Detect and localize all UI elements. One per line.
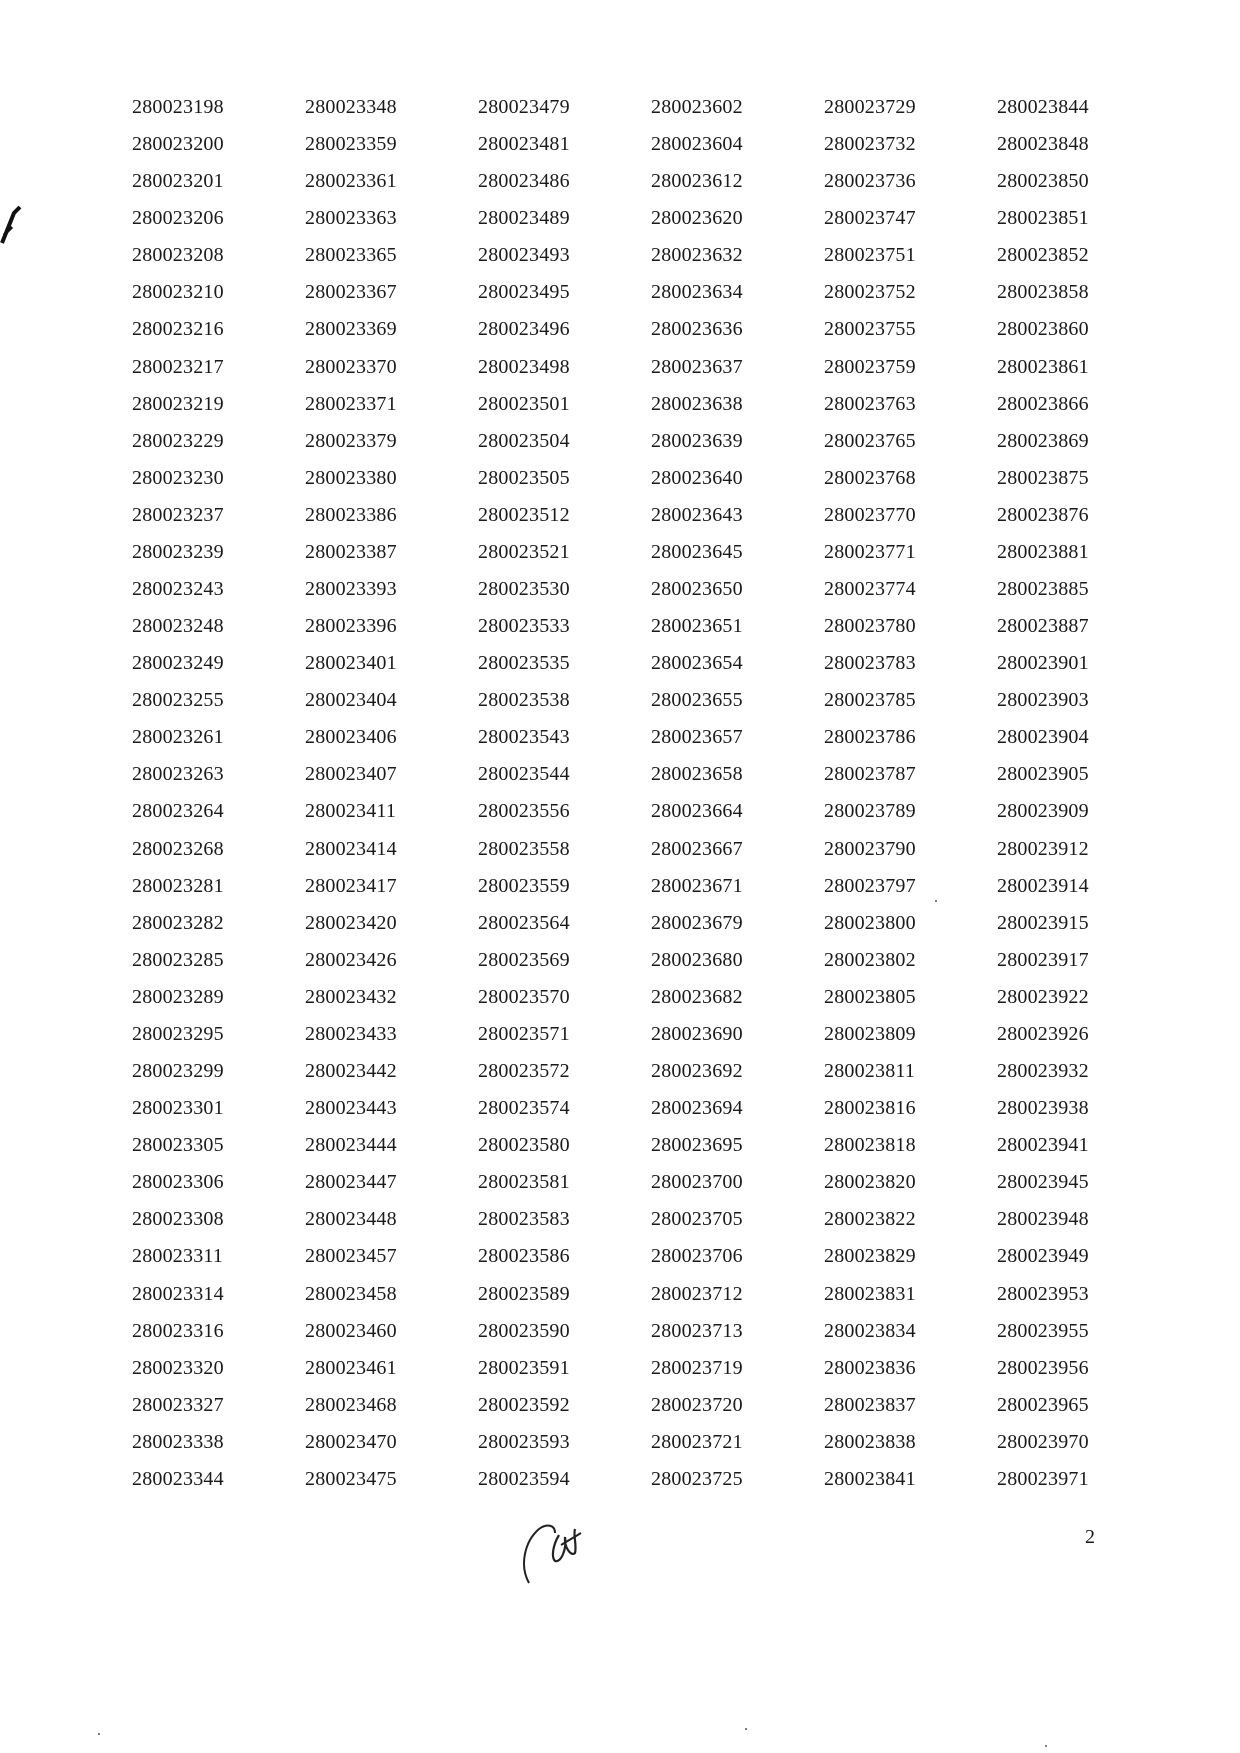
registration-number: 280023713	[651, 1319, 743, 1342]
registration-number: 280023658	[651, 763, 743, 786]
registration-number: 280023643	[651, 503, 743, 526]
registration-number: 280023719	[651, 1356, 743, 1379]
registration-number: 280023650	[651, 578, 743, 601]
registration-number: 280023306	[132, 1171, 224, 1194]
registration-number: 280023945	[997, 1171, 1089, 1194]
registration-number: 280023305	[132, 1134, 224, 1157]
registration-number: 280023475	[305, 1467, 397, 1490]
registration-number: 280023841	[824, 1467, 916, 1490]
registration-number: 280023243	[132, 578, 224, 601]
number-column	[132, 92, 305, 1501]
registration-number: 280023712	[651, 1282, 743, 1305]
registration-number: 280023314	[132, 1282, 224, 1305]
registration-number: 280023695	[651, 1134, 743, 1157]
registration-number: 280023953	[997, 1282, 1089, 1305]
registration-number: 280023401	[305, 652, 397, 675]
registration-number: 280023556	[478, 800, 570, 823]
registration-number: 280023468	[305, 1393, 397, 1416]
registration-number: 280023645	[651, 540, 743, 563]
registration-number: 280023426	[305, 948, 397, 971]
registration-number: 280023763	[824, 392, 916, 415]
registration-number: 280023206	[132, 207, 224, 230]
registration-number: 280023705	[651, 1208, 743, 1231]
registration-number: 280023248	[132, 615, 224, 638]
registration-number: 280023692	[651, 1060, 743, 1083]
registration-number: 280023543	[478, 726, 570, 749]
registration-number: 280023264	[132, 800, 224, 823]
registration-number: 280023725	[651, 1467, 743, 1490]
registration-number: 280023208	[132, 244, 224, 267]
registration-number: 280023558	[478, 837, 570, 860]
registration-number: 280023802	[824, 948, 916, 971]
registration-number: 280023201	[132, 170, 224, 193]
registration-number: 280023255	[132, 689, 224, 712]
registration-number: 280023729	[824, 96, 916, 118]
registration-number: 280023444	[305, 1134, 397, 1157]
registration-number: 280023533	[478, 615, 570, 638]
registration-number: 280023752	[824, 281, 916, 304]
registration-number: 280023655	[651, 689, 743, 712]
registration-number: 280023458	[305, 1282, 397, 1305]
registration-number: 280023875	[997, 466, 1089, 489]
registration-number: 280023861	[997, 355, 1089, 378]
registration-number: 280023602	[651, 96, 743, 118]
registration-number: 280023230	[132, 466, 224, 489]
registration-number: 280023417	[305, 874, 397, 897]
registration-number: 280023632	[651, 244, 743, 267]
registration-number: 280023706	[651, 1245, 743, 1268]
registration-number: 280023521	[478, 540, 570, 563]
registration-number: 280023365	[305, 244, 397, 267]
registration-number: 280023783	[824, 652, 916, 675]
number-column	[651, 92, 824, 1501]
registration-number: 280023852	[997, 244, 1089, 267]
registration-number: 280023379	[305, 429, 397, 452]
registration-number: 280023751	[824, 244, 916, 267]
registration-number: 280023858	[997, 281, 1089, 304]
registration-number: 280023570	[478, 985, 570, 1008]
registration-number: 280023636	[651, 318, 743, 341]
registration-number: 280023667	[651, 837, 743, 860]
registration-number: 280023281	[132, 874, 224, 897]
registration-number: 280023639	[651, 429, 743, 452]
registration-number: 280023327	[132, 1393, 224, 1416]
registration-number: 280023282	[132, 911, 224, 934]
registration-number: 280023651	[651, 615, 743, 638]
registration-number: 280023564	[478, 911, 570, 934]
registration-number: 280023800	[824, 911, 916, 934]
registration-number: 280023866	[997, 392, 1089, 415]
registration-number: 280023589	[478, 1282, 570, 1305]
number-column	[305, 92, 478, 1501]
registration-number: 280023371	[305, 392, 397, 415]
registration-number: 280023344	[132, 1467, 224, 1490]
registration-number: 280023406	[305, 726, 397, 749]
registration-number: 280023970	[997, 1430, 1089, 1453]
registration-number: 280023538	[478, 689, 570, 712]
registration-number: 280023885	[997, 578, 1089, 601]
registration-number: 280023638	[651, 392, 743, 415]
scan-speck	[935, 900, 937, 902]
registration-number: 280023239	[132, 540, 224, 563]
registration-number: 280023299	[132, 1060, 224, 1083]
registration-number: 280023637	[651, 355, 743, 378]
registration-number: 280023369	[305, 318, 397, 341]
registration-number: 280023922	[997, 985, 1089, 1008]
registration-number: 280023505	[478, 466, 570, 489]
registration-number: 280023370	[305, 355, 397, 378]
registration-number: 280023955	[997, 1319, 1089, 1342]
registration-number: 280023887	[997, 615, 1089, 638]
registration-number: 280023941	[997, 1134, 1089, 1157]
registration-number: 280023926	[997, 1022, 1089, 1045]
registration-number: 280023316	[132, 1319, 224, 1342]
registration-number: 280023216	[132, 318, 224, 341]
registration-number: 280023759	[824, 355, 916, 378]
registration-number: 280023393	[305, 578, 397, 601]
registration-number: 280023774	[824, 578, 916, 601]
registration-number: 280023249	[132, 652, 224, 675]
registration-number: 280023736	[824, 170, 916, 193]
registration-number: 280023682	[651, 985, 743, 1008]
edge-tick-mark	[0, 205, 22, 245]
registration-number: 280023363	[305, 207, 397, 230]
registration-number: 280023850	[997, 170, 1089, 193]
registration-number: 280023690	[651, 1022, 743, 1045]
registration-number: 280023295	[132, 1022, 224, 1045]
registration-number: 280023261	[132, 726, 224, 749]
scan-speck	[745, 1728, 747, 1730]
registration-number: 280023904	[997, 726, 1089, 749]
registration-number: 280023386	[305, 503, 397, 526]
scan-speck	[1045, 1745, 1047, 1747]
registration-number: 280023512	[478, 503, 570, 526]
registration-number: 280023640	[651, 466, 743, 489]
registration-number: 280023770	[824, 503, 916, 526]
registration-number: 280023834	[824, 1319, 916, 1342]
registration-number: 280023571	[478, 1022, 570, 1045]
registration-number: 280023581	[478, 1171, 570, 1194]
registration-number: 280023486	[478, 170, 570, 193]
registration-number: 280023387	[305, 540, 397, 563]
registration-number: 280023848	[997, 133, 1089, 156]
registration-number: 280023860	[997, 318, 1089, 341]
registration-number: 280023917	[997, 948, 1089, 971]
registration-number: 280023210	[132, 281, 224, 304]
registration-number: 280023765	[824, 429, 916, 452]
registration-number: 280023820	[824, 1171, 916, 1194]
registration-number: 280023771	[824, 540, 916, 563]
registration-number: 280023590	[478, 1319, 570, 1342]
registration-number: 280023380	[305, 466, 397, 489]
registration-number: 280023311	[132, 1245, 224, 1268]
registration-number: 280023348	[305, 96, 397, 118]
registration-number: 280023948	[997, 1208, 1089, 1231]
registration-number: 280023594	[478, 1467, 570, 1490]
registration-number: 280023915	[997, 911, 1089, 934]
registration-number: 280023217	[132, 355, 224, 378]
registration-number: 280023530	[478, 578, 570, 601]
registration-number: 280023938	[997, 1097, 1089, 1120]
registration-number: 280023495	[478, 281, 570, 304]
registration-number: 280023720	[651, 1393, 743, 1416]
signature	[515, 1505, 610, 1600]
registration-number: 280023583	[478, 1208, 570, 1231]
registration-number: 280023200	[132, 133, 224, 156]
registration-number: 280023308	[132, 1208, 224, 1231]
registration-number: 280023569	[478, 948, 570, 971]
registration-number: 280023811	[824, 1060, 916, 1083]
registration-number: 280023489	[478, 207, 570, 230]
registration-number: 280023443	[305, 1097, 397, 1120]
registration-number: 280023768	[824, 466, 916, 489]
registration-number: 280023876	[997, 503, 1089, 526]
registration-number: 280023869	[997, 429, 1089, 452]
registration-number: 280023559	[478, 874, 570, 897]
registration-number: 280023790	[824, 837, 916, 860]
registration-number: 280023442	[305, 1060, 397, 1083]
registration-number: 280023404	[305, 689, 397, 712]
registration-number: 280023805	[824, 985, 916, 1008]
registration-number: 280023604	[651, 133, 743, 156]
registration-number: 280023956	[997, 1356, 1089, 1379]
registration-number: 280023787	[824, 763, 916, 786]
registration-number: 280023797	[824, 874, 916, 897]
registration-number: 280023694	[651, 1097, 743, 1120]
number-column	[478, 92, 651, 1501]
registration-number: 280023612	[651, 170, 743, 193]
registration-number: 280023574	[478, 1097, 570, 1120]
registration-number: 280023829	[824, 1245, 916, 1268]
registration-number: 280023905	[997, 763, 1089, 786]
registration-number: 280023620	[651, 207, 743, 230]
registration-number: 280023580	[478, 1134, 570, 1157]
registration-number: 280023198	[132, 96, 224, 118]
registration-number: 280023432	[305, 985, 397, 1008]
registration-number: 280023448	[305, 1208, 397, 1231]
registration-number: 280023949	[997, 1245, 1089, 1268]
registration-number: 280023496	[478, 318, 570, 341]
registration-number: 280023851	[997, 207, 1089, 230]
registration-number: 280023755	[824, 318, 916, 341]
registration-number: 280023809	[824, 1022, 916, 1045]
registration-number: 280023816	[824, 1097, 916, 1120]
registration-number: 280023535	[478, 652, 570, 675]
registration-number: 280023901	[997, 652, 1089, 675]
registration-number: 280023493	[478, 244, 570, 267]
registration-number: 280023822	[824, 1208, 916, 1231]
registration-number: 280023680	[651, 948, 743, 971]
registration-number: 280023420	[305, 911, 397, 934]
registration-number: 280023591	[478, 1356, 570, 1379]
registration-number: 280023479	[478, 96, 570, 118]
registration-number: 280023780	[824, 615, 916, 638]
registration-number: 280023831	[824, 1282, 916, 1305]
registration-number: 280023285	[132, 948, 224, 971]
registration-number: 280023818	[824, 1134, 916, 1157]
registration-number: 280023909	[997, 800, 1089, 823]
registration-number: 280023721	[651, 1430, 743, 1453]
registration-number: 280023263	[132, 763, 224, 786]
number-grid	[132, 92, 1170, 1501]
registration-number: 280023786	[824, 726, 916, 749]
registration-number: 280023396	[305, 615, 397, 638]
registration-number: 280023237	[132, 503, 224, 526]
registration-number: 280023747	[824, 207, 916, 230]
registration-number: 280023881	[997, 540, 1089, 563]
registration-number: 280023572	[478, 1060, 570, 1083]
registration-number: 280023461	[305, 1356, 397, 1379]
registration-number: 280023932	[997, 1060, 1089, 1083]
registration-number: 280023789	[824, 800, 916, 823]
registration-number: 280023229	[132, 429, 224, 452]
registration-number: 280023411	[305, 800, 397, 823]
registration-number: 280023837	[824, 1393, 916, 1416]
registration-number: 280023361	[305, 170, 397, 193]
number-column	[824, 92, 997, 1501]
registration-number: 280023301	[132, 1097, 224, 1120]
registration-number: 280023460	[305, 1319, 397, 1342]
registration-number: 280023320	[132, 1356, 224, 1379]
registration-number: 280023433	[305, 1022, 397, 1045]
registration-number: 280023414	[305, 837, 397, 860]
registration-number: 280023544	[478, 763, 570, 786]
registration-number: 280023367	[305, 281, 397, 304]
registration-number: 280023501	[478, 392, 570, 415]
registration-number: 280023634	[651, 281, 743, 304]
registration-number: 280023593	[478, 1430, 570, 1453]
registration-number: 280023838	[824, 1430, 916, 1453]
registration-number: 280023447	[305, 1171, 397, 1194]
registration-number: 280023498	[478, 355, 570, 378]
registration-number: 280023785	[824, 689, 916, 712]
registration-number: 280023407	[305, 763, 397, 786]
registration-number: 280023664	[651, 800, 743, 823]
registration-number: 280023504	[478, 429, 570, 452]
registration-number: 280023903	[997, 689, 1089, 712]
registration-number: 280023268	[132, 837, 224, 860]
registration-number: 280023481	[478, 133, 570, 156]
registration-number: 280023912	[997, 837, 1089, 860]
registration-number: 280023671	[651, 874, 743, 897]
scan-speck	[98, 1733, 100, 1735]
registration-number: 280023844	[997, 96, 1089, 118]
page-number: 2	[1085, 1526, 1095, 1548]
registration-number: 280023592	[478, 1393, 570, 1416]
registration-number: 280023971	[997, 1467, 1089, 1490]
registration-number: 280023836	[824, 1356, 916, 1379]
registration-number: 280023700	[651, 1171, 743, 1194]
registration-number: 280023654	[651, 652, 743, 675]
registration-number: 280023470	[305, 1430, 397, 1453]
registration-number: 280023338	[132, 1430, 224, 1453]
registration-number: 280023965	[997, 1393, 1089, 1416]
registration-number: 280023219	[132, 392, 224, 415]
registration-number: 280023657	[651, 726, 743, 749]
registration-number: 280023679	[651, 911, 743, 934]
registration-number: 280023359	[305, 133, 397, 156]
registration-number: 280023914	[997, 874, 1089, 897]
registration-number: 280023289	[132, 985, 224, 1008]
registration-number: 280023457	[305, 1245, 397, 1268]
registration-number: 280023732	[824, 133, 916, 156]
registration-number: 280023586	[478, 1245, 570, 1268]
number-column	[997, 92, 1170, 1501]
